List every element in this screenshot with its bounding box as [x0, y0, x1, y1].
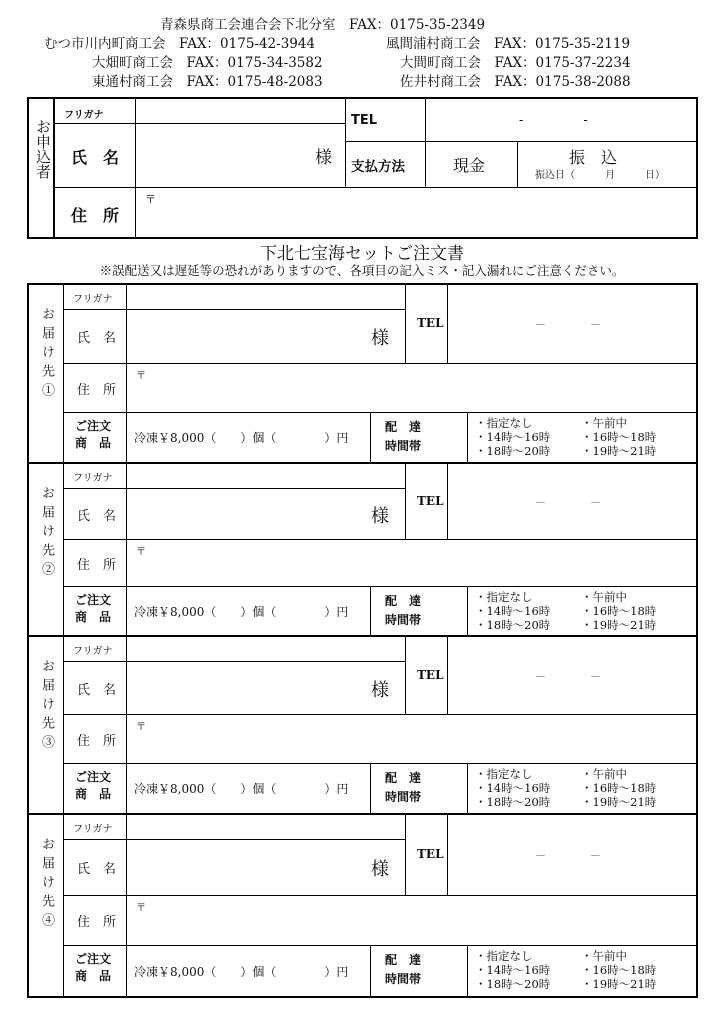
name-field[interactable]: [128, 841, 402, 893]
time-option[interactable]: ・14時～16時: [475, 604, 551, 618]
address-field[interactable]: [128, 541, 694, 584]
postal-mark: 〒: [136, 722, 146, 733]
time-options: [475, 767, 695, 809]
furigana-label: フリガナ: [73, 473, 113, 484]
delivery-block: [27, 635, 698, 815]
time-option[interactable]: ・14時～16時: [475, 781, 551, 795]
product-line[interactable]: 冷凍￥8,000（ ）個（ ）円: [134, 431, 349, 445]
fax-line: 東通村商工会 FAX：0175-48-2083: [92, 74, 323, 90]
order-label: ご注文 商 品: [75, 952, 112, 983]
product-line[interactable]: 冷凍￥8,000（ ）個（ ）円: [134, 605, 349, 619]
sama-label: 様: [371, 506, 389, 527]
delivery-side-label: お届け先②: [39, 486, 54, 581]
applicant-side-label: お申込者: [34, 119, 52, 179]
time-option[interactable]: ・18時～20時: [475, 618, 551, 632]
furigana-field[interactable]: [128, 639, 402, 659]
tel-label: TEL: [417, 494, 444, 508]
furigana-field[interactable]: [128, 466, 402, 486]
transfer-date: 振込日（ 月 日）: [535, 170, 665, 181]
furigana-label: フリガナ: [73, 646, 113, 657]
time-option[interactable]: ・19時～21時: [581, 618, 657, 632]
sama-label: 様: [371, 328, 389, 349]
address-field[interactable]: [128, 897, 694, 943]
time-option[interactable]: ・指定なし: [475, 767, 533, 781]
delivery-block: [27, 283, 698, 464]
name-field[interactable]: [128, 490, 402, 537]
time-option[interactable]: ・16時～18時: [581, 430, 657, 444]
time-option[interactable]: ・午前中: [581, 590, 627, 604]
time-option[interactable]: ・午前中: [581, 767, 627, 781]
form-note: ※誤配送又は遅延等の恐れがありますので、各項目の記入ミス・記入漏れにご注意ください。: [99, 263, 625, 278]
payment-label: 支払方法: [351, 159, 405, 175]
name-label: 氏 名: [77, 509, 117, 524]
order-label: ご注文 商 品: [75, 593, 112, 624]
tel-label: TEL: [351, 113, 378, 128]
time-option[interactable]: ・14時～16時: [475, 430, 551, 444]
furigana-label: フリガナ: [64, 110, 104, 121]
time-option[interactable]: ・16時～18時: [581, 963, 657, 977]
time-label: 配 達 時間帯: [385, 771, 422, 804]
postal-mark: 〒: [136, 903, 146, 914]
applicant-address-field[interactable]: [137, 189, 695, 235]
time-option[interactable]: ・19時～21時: [581, 795, 657, 809]
furigana-label: フリガナ: [73, 824, 113, 835]
tel-label: TEL: [417, 847, 444, 861]
time-label: 配 達 時間帯: [385, 420, 422, 453]
fax-line: むつ市川内町商工会 FAX：0175-42-3944: [44, 36, 316, 52]
time-options: [475, 416, 695, 458]
furigana-label: フリガナ: [73, 294, 113, 305]
delivery-side-label: お届け先①: [39, 307, 54, 402]
fax-line: 佐井村商工会 FAX：0175-38-2088: [400, 74, 631, 90]
address-field[interactable]: [128, 365, 694, 410]
time-option[interactable]: ・18時～20時: [475, 795, 551, 809]
sama-label: 様: [371, 680, 389, 701]
tel-dashes: － －: [535, 318, 601, 331]
time-label: 配 達 時間帯: [385, 594, 422, 627]
applicant-table: [27, 97, 698, 239]
time-label: 配 達 時間帯: [385, 953, 422, 986]
time-option[interactable]: ・指定なし: [475, 416, 533, 430]
delivery-block: [27, 462, 698, 637]
postal-mark: 〒: [145, 193, 156, 206]
time-option[interactable]: ・19時～21時: [581, 977, 657, 991]
postal-mark: 〒: [136, 547, 146, 558]
order-label: ご注文 商 品: [75, 419, 112, 450]
delivery-block: [27, 813, 698, 998]
time-option[interactable]: ・午前中: [581, 949, 627, 963]
time-option[interactable]: ・指定なし: [475, 949, 533, 963]
time-option[interactable]: ・指定なし: [475, 590, 533, 604]
name-field[interactable]: [128, 663, 402, 712]
time-options: [475, 949, 695, 991]
product-line[interactable]: 冷凍￥8,000（ ）個（ ）円: [134, 965, 349, 979]
address-label: 住 所: [77, 734, 117, 749]
delivery-side-label: お届け先③: [39, 659, 54, 754]
furigana-field[interactable]: [128, 287, 402, 307]
fax-line: 大畑町商工会 FAX：0175-34-3582: [92, 55, 323, 71]
cash-option[interactable]: 現金: [453, 156, 486, 175]
name-field[interactable]: [128, 311, 402, 361]
time-option[interactable]: ・16時～18時: [581, 781, 657, 795]
tel-dashes: － －: [535, 496, 601, 509]
form-title: 下北七宝海セットご注文書: [260, 244, 464, 264]
time-option[interactable]: ・19時～21時: [581, 444, 657, 458]
name-label: 氏 名: [71, 148, 120, 167]
time-options: [475, 590, 695, 632]
tel-label: TEL: [417, 316, 444, 330]
tel-dashes: - -: [519, 113, 588, 127]
name-label: 氏 名: [77, 683, 117, 698]
postal-mark: 〒: [136, 371, 146, 382]
address-label: 住 所: [71, 206, 120, 225]
time-option[interactable]: ・午前中: [581, 416, 627, 430]
address-label: 住 所: [77, 383, 117, 398]
fax-header: [0, 16, 724, 92]
tel-label: TEL: [417, 668, 444, 682]
fax-line: 大間町商工会 FAX：0175-37-2234: [400, 55, 631, 71]
order-label: ご注文 商 品: [75, 770, 112, 801]
delivery-side-label: お届け先④: [39, 837, 54, 932]
name-label: 氏 名: [77, 331, 117, 346]
sama-label: 様: [371, 859, 389, 880]
time-option[interactable]: ・14時～16時: [475, 963, 551, 977]
fax-main-line: 青森県商工会連合会下北分室 FAX：0175-35-2349: [160, 17, 486, 33]
address-label: 住 所: [77, 558, 117, 573]
fax-line: 風間浦村商工会 FAX：0175-35-2119: [386, 36, 631, 52]
address-label: 住 所: [77, 915, 117, 930]
time-option[interactable]: ・18時～20時: [475, 977, 551, 991]
tel-dashes: － －: [535, 849, 601, 862]
transfer-option[interactable]: 振 込: [569, 148, 618, 167]
product-line[interactable]: 冷凍￥8,000（ ）個（ ）円: [134, 782, 349, 796]
name-label: 氏 名: [77, 862, 117, 877]
sama-label: 様: [315, 148, 332, 168]
tel-dashes: － －: [535, 670, 601, 683]
time-option[interactable]: ・16時～18時: [581, 604, 657, 618]
address-field[interactable]: [128, 716, 694, 761]
furigana-field[interactable]: [128, 817, 402, 837]
applicant-name-field[interactable]: [137, 124, 341, 186]
time-option[interactable]: ・18時～20時: [475, 444, 551, 458]
